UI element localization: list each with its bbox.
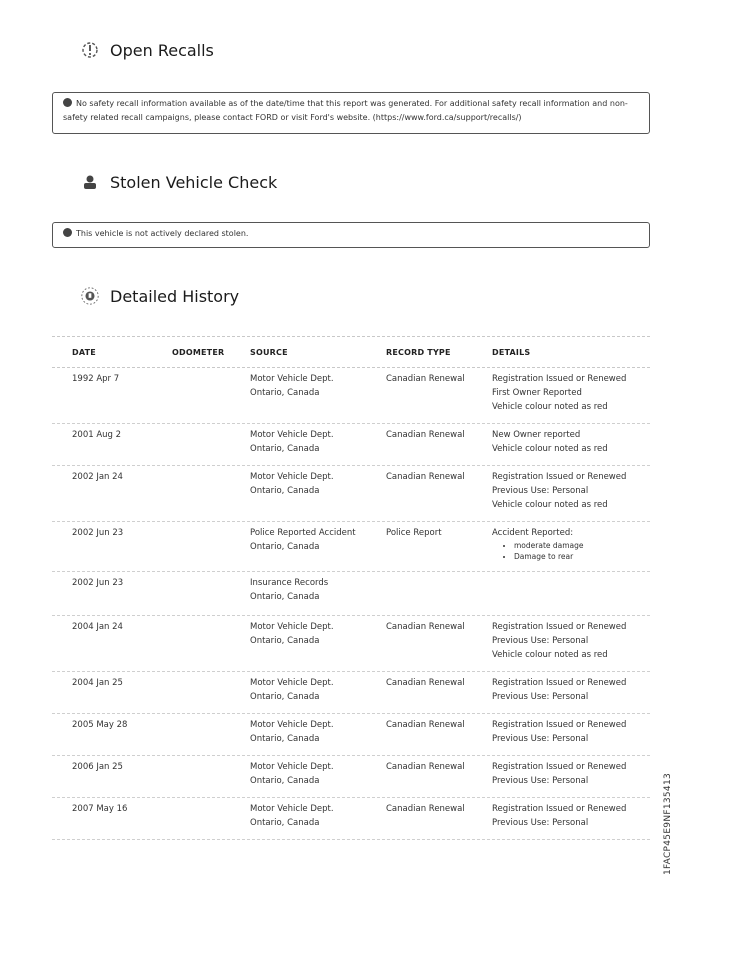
source-cell [250, 576, 386, 615]
record-type-cell [386, 576, 492, 615]
info-icon [63, 98, 72, 107]
odometer-cell [172, 428, 250, 465]
detail-line: Previous Use: Personal [492, 486, 589, 496]
detail-line: Accident Reported: [492, 528, 574, 538]
stolen-check-heading [80, 172, 277, 192]
check-icon [63, 228, 72, 237]
odometer-cell [172, 372, 250, 423]
source-line: Motor Vehicle Dept. [250, 374, 334, 384]
source-line: Ontario, Canada [250, 776, 320, 786]
recall-icon [80, 40, 100, 60]
source-line: Police Reported Accident [250, 528, 356, 538]
source-line: Motor Vehicle Dept. [250, 762, 334, 772]
record-type-cell: Canadian Renewal [386, 374, 465, 384]
table-row [52, 572, 650, 616]
odometer-cell [172, 470, 250, 521]
odometer-cell [172, 760, 250, 797]
detail-line: New Owner reported [492, 430, 581, 440]
record-type-cell: Canadian Renewal [386, 678, 465, 688]
detail-line: Registration Issued or Renewed [492, 762, 627, 772]
odometer-cell [172, 620, 250, 671]
record-type-cell: Canadian Renewal [386, 804, 465, 814]
source-line: Ontario, Canada [250, 486, 320, 496]
col-source: SOURCE [250, 347, 288, 357]
detail-line: Previous Use: Personal [492, 692, 589, 702]
detail-line: First Owner Reported [492, 388, 582, 398]
record-type-cell: Police Report [386, 528, 442, 538]
source-line: Ontario, Canada [250, 592, 320, 602]
detail-line: Previous Use: Personal [492, 636, 589, 646]
history-icon [80, 286, 100, 306]
date-cell: 2004 Jan 24 [72, 622, 123, 632]
date-cell: 2002 Jun 23 [72, 528, 124, 538]
source-line: Motor Vehicle Dept. [250, 678, 334, 688]
details-cell [492, 718, 652, 755]
odometer-cell [172, 802, 250, 839]
detail-line: Registration Issued or Renewed [492, 622, 627, 632]
date-cell: 1992 Apr 7 [72, 374, 120, 384]
recall-notice-text: No safety recall information available as of the date/time that this report was generated. For additional safety recall information and non-safety related recall campaigns, please contact FORD or visit Ford's website. (https://www.ford.ca/support/recalls/) [63, 99, 628, 122]
date-cell: 2005 May 28 [72, 720, 128, 730]
odometer-cell [172, 676, 250, 713]
table-row [52, 368, 650, 424]
date-cell: 2007 May 16 [72, 804, 128, 814]
odometer-cell [172, 526, 250, 571]
table-header [52, 336, 650, 368]
details-cell [492, 802, 652, 839]
detail-line: Previous Use: Personal [492, 776, 589, 786]
stolen-notice [52, 222, 650, 248]
col-record-type: RECORD TYPE [386, 347, 451, 357]
details-cell [492, 428, 652, 465]
record-type-cell: Canadian Renewal [386, 472, 465, 482]
source-cell [250, 372, 386, 423]
detail-line: Vehicle colour noted as red [492, 650, 608, 660]
col-odometer: ODOMETER [172, 347, 225, 357]
table-row [52, 714, 650, 756]
source-line: Motor Vehicle Dept. [250, 430, 334, 440]
stolen-notice-text: This vehicle is not actively declared stolen. [76, 229, 249, 238]
details-cell [492, 470, 652, 521]
detail-line: Vehicle colour noted as red [492, 500, 608, 510]
source-cell [250, 802, 386, 839]
detail-line: Registration Issued or Renewed [492, 804, 627, 814]
date-cell: 2006 Jan 25 [72, 762, 123, 772]
source-line: Motor Vehicle Dept. [250, 720, 334, 730]
vin-code: 1FACP45E9NF135413 [663, 772, 673, 876]
table-row [52, 466, 650, 522]
source-line: Ontario, Canada [250, 818, 320, 828]
odometer-cell [172, 718, 250, 755]
source-line: Insurance Records [250, 578, 329, 588]
details-cell [492, 526, 652, 571]
details-cell [492, 760, 652, 797]
record-type-cell: Canadian Renewal [386, 762, 465, 772]
recall-notice [52, 92, 650, 134]
detailed-history-heading [80, 286, 239, 306]
date-cell: 2001 Aug 2 [72, 430, 122, 440]
source-cell [250, 760, 386, 797]
table-row [52, 424, 650, 466]
source-line: Motor Vehicle Dept. [250, 622, 334, 632]
detail-line: Registration Issued or Renewed [492, 720, 627, 730]
table-body [52, 368, 650, 840]
table-row [52, 756, 650, 798]
section-title: Open Recalls [110, 40, 214, 60]
open-recalls-heading [80, 40, 214, 60]
source-line: Motor Vehicle Dept. [250, 472, 334, 482]
details-cell [492, 576, 652, 615]
table-row [52, 522, 650, 572]
source-cell [250, 676, 386, 713]
details-cell [492, 372, 652, 423]
history-table [52, 336, 650, 840]
source-line: Ontario, Canada [250, 636, 320, 646]
source-line: Ontario, Canada [250, 692, 320, 702]
section-title: Detailed History [110, 286, 240, 306]
record-type-cell: Canadian Renewal [386, 720, 465, 730]
source-line: Ontario, Canada [250, 542, 320, 552]
source-cell [250, 718, 386, 755]
detail-line: Previous Use: Personal [492, 818, 589, 828]
detail-bullet: • Damage to rear [514, 551, 652, 562]
detail-line: Previous Use: Personal [492, 734, 589, 744]
table-row [52, 798, 650, 840]
date-cell: 2002 Jan 24 [72, 472, 123, 482]
record-type-cell: Canadian Renewal [386, 430, 465, 440]
table-row [52, 672, 650, 714]
table-row [52, 616, 650, 672]
details-cell [492, 676, 652, 713]
source-line: Ontario, Canada [250, 734, 320, 744]
col-details: DETAILS [492, 347, 531, 357]
source-cell [250, 470, 386, 521]
source-cell [250, 428, 386, 465]
record-type-cell: Canadian Renewal [386, 622, 465, 632]
detail-bullets [492, 540, 652, 562]
detail-bullet: • moderate damage [514, 540, 652, 551]
source-line: Ontario, Canada [250, 444, 320, 454]
police-icon [80, 172, 100, 192]
detail-line: Registration Issued or Renewed [492, 472, 627, 482]
section-title: Stolen Vehicle Check [110, 172, 278, 192]
source-cell [250, 526, 386, 571]
odometer-cell [172, 576, 250, 615]
source-line: Ontario, Canada [250, 388, 320, 398]
detail-line: Registration Issued or Renewed [492, 678, 627, 688]
source-cell [250, 620, 386, 671]
col-date: DATE [72, 347, 96, 357]
date-cell: 2002 Jun 23 [72, 578, 124, 588]
detail-line: Vehicle colour noted as red [492, 444, 608, 454]
date-cell: 2004 Jan 25 [72, 678, 123, 688]
details-cell [492, 620, 652, 671]
source-line: Motor Vehicle Dept. [250, 804, 334, 814]
detail-line: Registration Issued or Renewed [492, 374, 627, 384]
detail-line: Vehicle colour noted as red [492, 402, 608, 412]
